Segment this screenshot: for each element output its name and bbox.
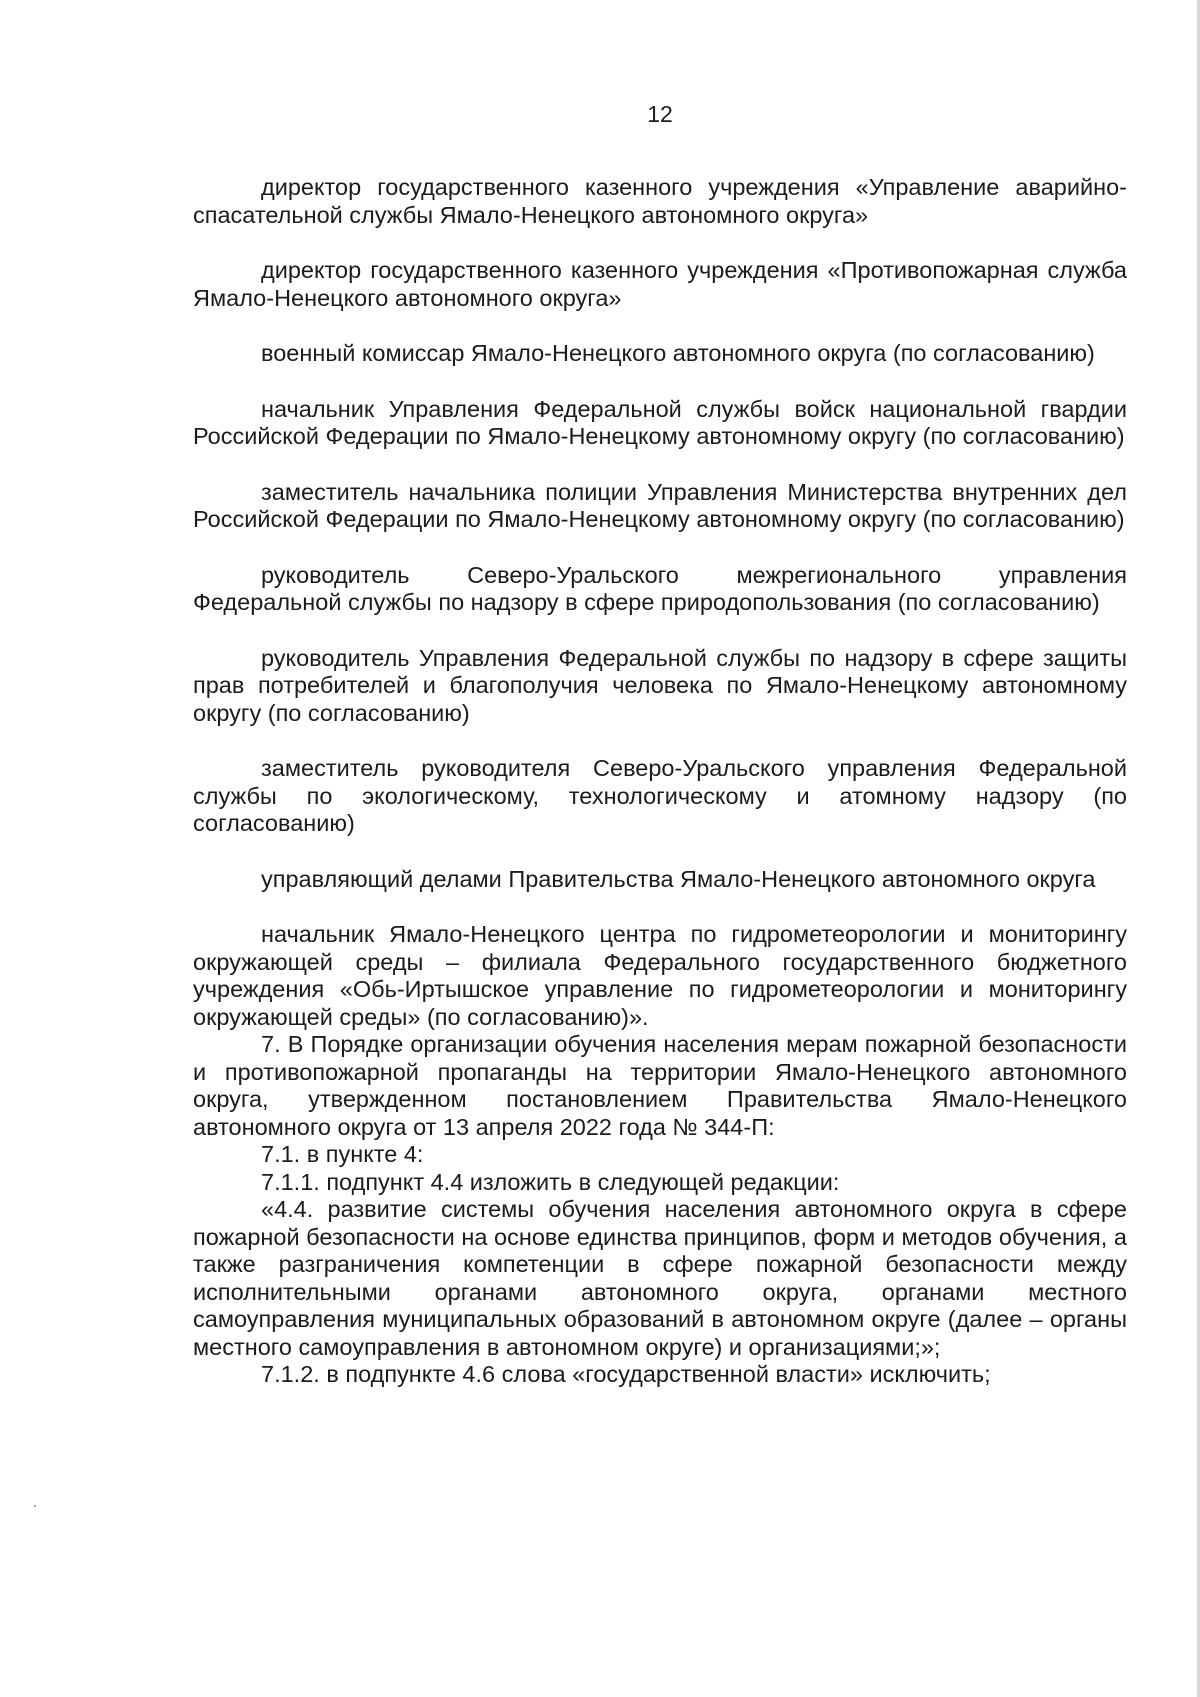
amendment-paragraph: 7. В Порядке организации обучения населения мерам пожарной безопасности и противопожарной пропаганды на территории Ямало-Ненецкого автономного округа, утвержденном постановлением Правительства Ямало-Ненецкого автономного округа от 13 апреля 2022 года № 344-П: xyxy=(193,1031,1127,1140)
page-number: 12 xyxy=(647,101,673,127)
amendment-paragraph: 7.1. в пункте 4: xyxy=(261,1141,424,1167)
member-entry: руководитель Управления Федеральной службы по надзору в сфере защиты прав потребителей и благополучия человека по Ямало-Ненецкому автономному округу (по согласованию) xyxy=(193,644,1127,726)
member-entry: заместитель руководителя Северо-Уральского управления Федеральной службы по экологическому, технологическому и атомному надзору (по согласованию) xyxy=(193,755,1127,836)
amendment-paragraph: «4.4. развитие системы обучения населения автономного округа в сфере пожарной безопасности на основе единства принципов, форм и методов обучения, а также разграничения компетенции в сфере пожарной безопасности между исполнительными органами автономного округа, органами местного самоуправления муниципальных образований в автономном округе (далее – органы местного самоуправления в автономном округе) и организациями;»; xyxy=(193,1196,1127,1360)
member-entry: военный комиссар Ямало-Ненецкого автономного округа (по согласованию) xyxy=(261,340,1095,366)
member-entry: начальник Управления Федеральной службы войск национальной гвардии Российской Федерации по Ямало-Ненецкому автономному округу (по согласованию) xyxy=(193,395,1127,449)
member-entry: начальник Ямало-Ненецкого центра по гидрометеорологии и мониторингу окружающей среды – филиала Федерального государственного бюджетного учреждения «Обь-Иртышское управление по гидрометеорологии и мониторингу окружающей среды» (по согласованию)». xyxy=(193,921,1127,1030)
member-entry: директор государственного казенного учреждения «Противопожарная служба Ямало-Ненецкого автономного округа» xyxy=(193,257,1127,311)
amendment-paragraph: 7.1.2. в подпункте 4.6 слова «государственной власти» исключить; xyxy=(261,1361,991,1387)
member-entry: директор государственного казенного учреждения «Управление аварийно-спасательной службы Ямало-Ненецкого автономного округа» xyxy=(193,174,1127,228)
member-entry: руководитель Северо-Уральского межрегионального управления Федеральной службы по надзору в сфере природопользования (по согласованию) xyxy=(193,561,1127,615)
document-body xyxy=(193,174,1127,1389)
amendment-paragraph: 7.1.1. подпункт 4.4 изложить в следующей редакции: xyxy=(261,1168,840,1195)
scan-speck xyxy=(34,1505,36,1507)
member-entry: управляющий делами Правительства Ямало-Ненецкого автономного округа xyxy=(261,865,1096,892)
member-entry: заместитель начальника полиции Управления Министерства внутренних дел Российской Федерации по Ямало-Ненецкому автономному округу (по согласованию) xyxy=(193,478,1127,532)
